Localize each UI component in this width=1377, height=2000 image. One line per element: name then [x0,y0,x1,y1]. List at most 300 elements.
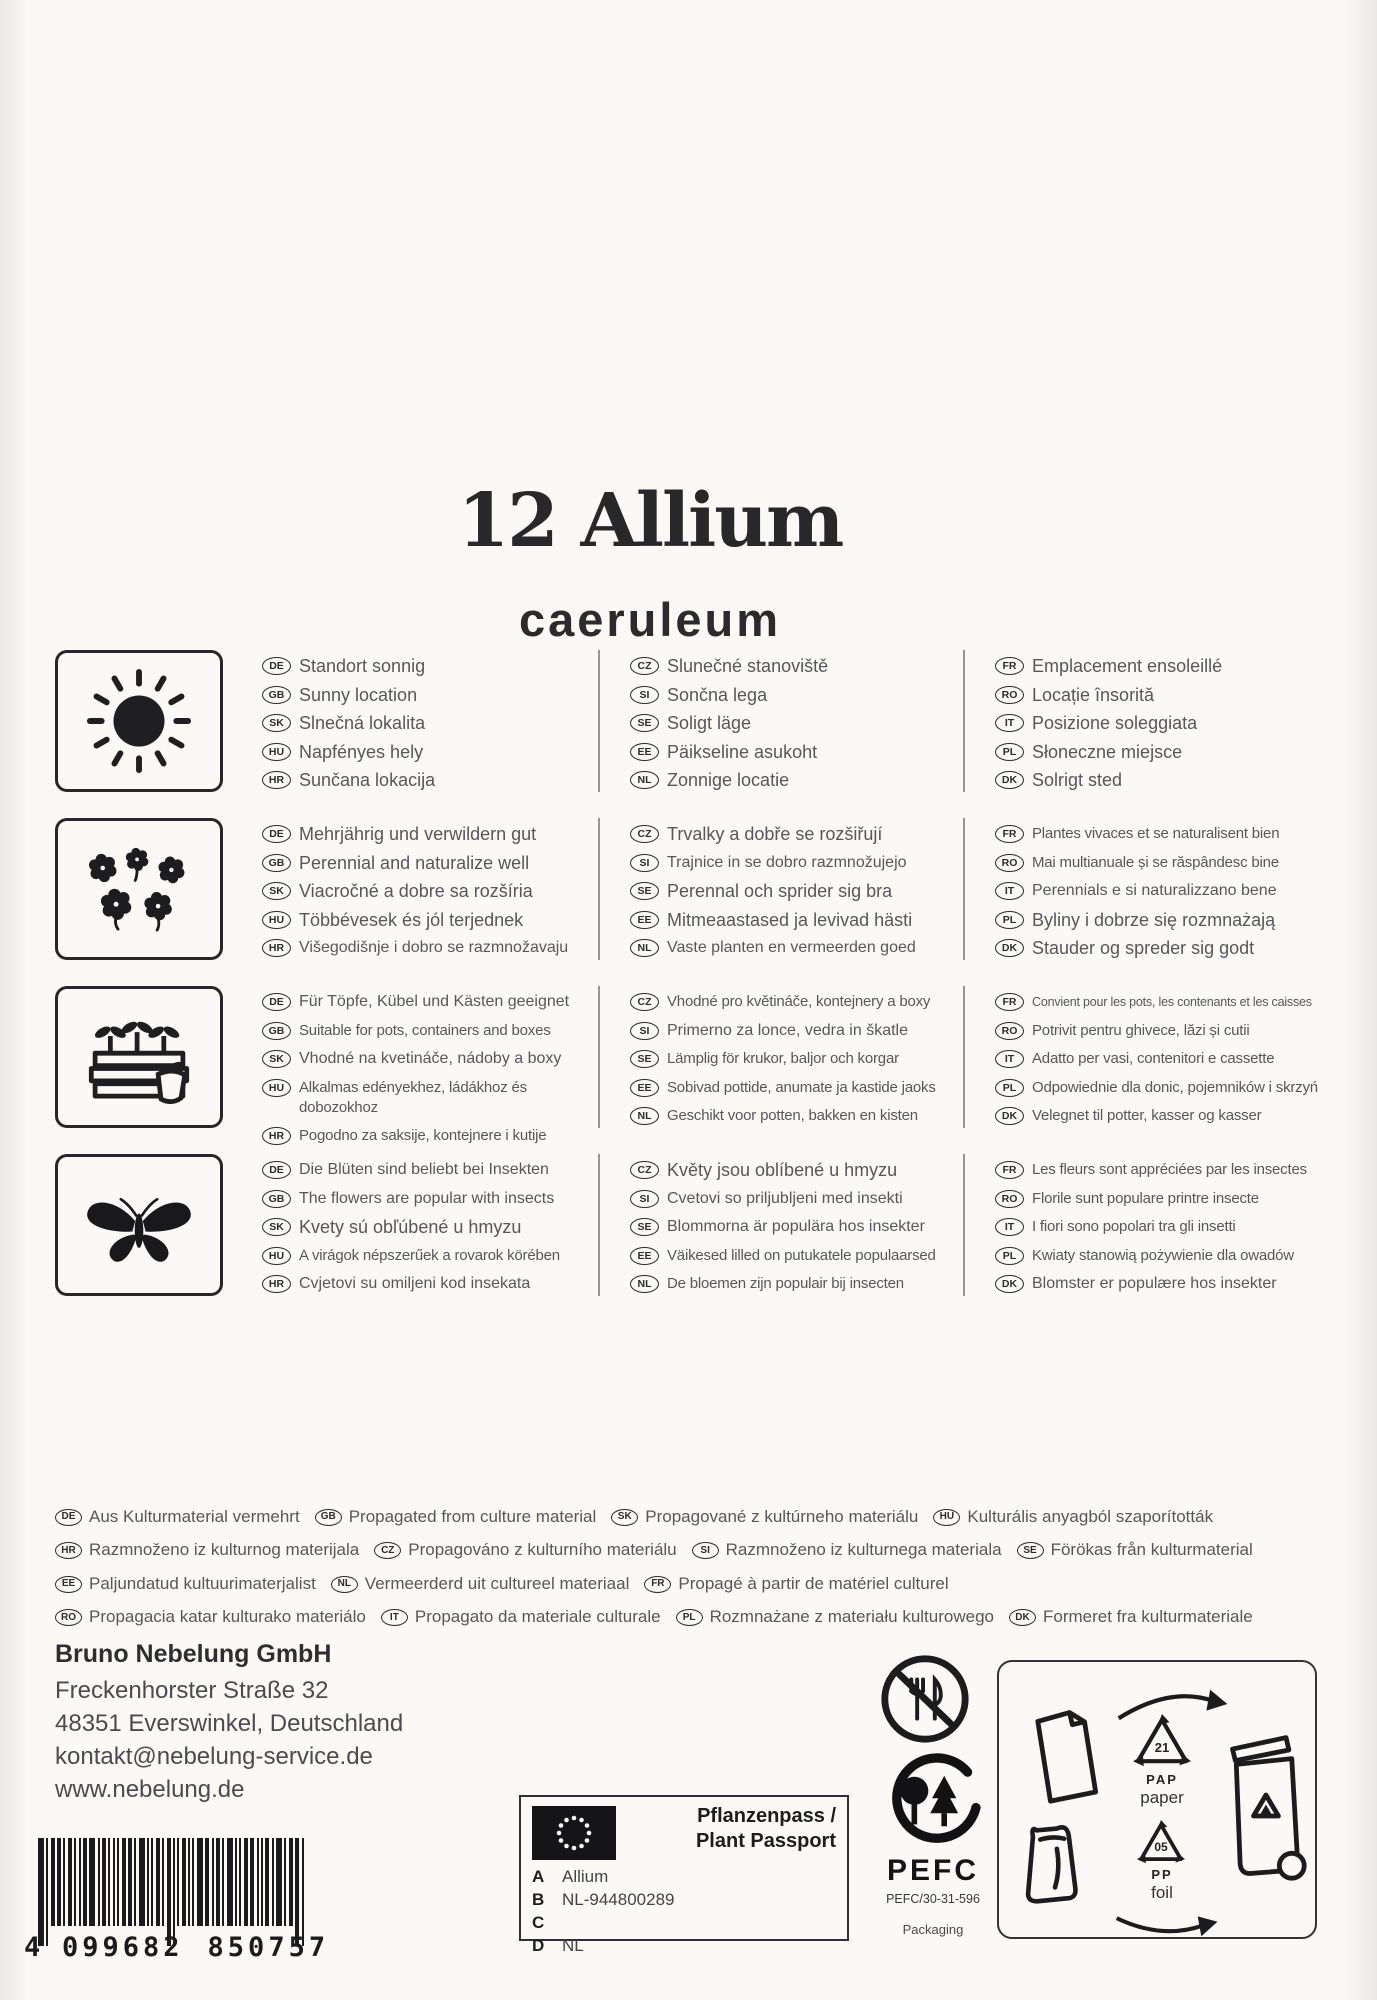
country-code-badge: PL [995,911,1024,929]
lang-line [262,992,598,1012]
lang-text: Mai multianuale și se răspândesc bine [1032,853,1279,871]
lang-column [223,818,598,960]
lang-line [995,685,1340,705]
lang-text: Cvetovi so priljubljeni med insekti [667,1189,903,1207]
country-code-badge: GB [262,686,291,704]
barcode-bar [122,1838,126,1926]
lang-column [223,986,598,1144]
recycling-panel [997,1660,1317,1939]
barcode-bar [272,1838,274,1926]
propagation-segment [692,1537,1002,1563]
country-code-badge: CZ [630,657,659,675]
plant-passport-row [532,1867,836,1890]
lang-text: Odpowiednie dla donic, pojemników i skrzyń [1032,1078,1318,1096]
propagation-segment [374,1537,676,1563]
lang-text: Solrigt sted [1032,770,1123,790]
country-code-badge: RO [995,1022,1024,1040]
lang-text: Geschikt voor potten, bakken en kisten [667,1107,918,1124]
country-code-badge: RO [995,1190,1024,1208]
lang-line [630,770,963,790]
country-code-badge: CZ [374,1542,401,1559]
barcode-bar [250,1838,254,1926]
lang-text: Perennials e si naturalizzano bene [1032,882,1277,899]
lang-text: Sobivad pottide, anumate ja kastide jaoks [667,1078,936,1096]
lang-line [995,1106,1340,1126]
lang-line [630,1078,963,1098]
propagation-segment [611,1504,918,1530]
barcode-bar [102,1838,106,1926]
lang-text: Slnečná lokalita [299,713,426,733]
barcode-bar [216,1838,220,1926]
propagation-text: Vermeerderd uit cultureel materiaal [364,1573,630,1593]
country-code-badge: CZ [630,1161,659,1179]
lang-line [995,1078,1340,1098]
plant-passport-row [532,1936,836,1959]
lang-line [262,1160,598,1180]
sun-icon-box [55,650,223,792]
country-code-badge: HU [933,1509,960,1526]
lang-column [223,1154,598,1296]
country-code-badge: NL [630,1107,659,1125]
country-code-badge: HU [262,911,291,929]
lang-line [995,938,1340,958]
barcode-bar [139,1838,145,1926]
lang-column [598,986,963,1128]
lang-text: Vhodné na kvetináče, nádoby a boxy [299,1050,562,1067]
barcode-bar [156,1838,160,1926]
lang-text: Convient pour les pots, les contenants et les caisses [1032,995,1312,1009]
propagation-text: Förökas från kulturmaterial [1050,1540,1253,1559]
country-code-badge: EE [630,1079,659,1097]
barcode-bar [244,1838,248,1926]
lang-line [630,910,963,930]
plant-passport-box [519,1795,849,1955]
country-code-badge: FR [995,825,1024,843]
country-code-badge: FR [995,657,1024,675]
info-row [55,818,1345,960]
lang-text: Standort sonnig [299,656,426,676]
pefc-license: PEFC/30-31-596 [886,1892,980,1906]
lang-column [963,986,1340,1128]
lang-line [995,1274,1340,1294]
lang-text: Plantes vivaces et se naturalisent bien [1032,825,1280,842]
butterfly-icon [76,1171,202,1279]
propagation-text: Propagované z kultúrneho materiálu [645,1506,919,1526]
country-code-badge: SI [692,1542,719,1559]
barcode-bar [182,1838,186,1926]
lang-text: Cvjetovi su omiljeni kod insekata [299,1275,531,1292]
propagation-segment [644,1571,948,1597]
plant-passport-title-line2: Plant Passport [695,1830,836,1852]
propagation-text: Razmnoženo iz kulturnog materijala [89,1540,360,1559]
country-code-badge: PL [995,743,1024,761]
pefc-logo-icon [877,1752,989,1852]
lang-text: Sončna lega [667,684,768,705]
country-code-badge: NL [630,771,659,789]
lang-line [262,770,598,790]
lang-line [262,1021,598,1041]
lang-line [995,992,1340,1012]
lang-line [262,1217,598,1237]
propagation-text: Rozmnażane z materiału kulturowego [709,1607,994,1626]
lang-line [995,770,1340,790]
propagation-segment [381,1604,661,1630]
lang-column [598,1154,963,1296]
country-code-badge: PL [676,1609,703,1626]
lang-text: Slunečné stanoviště [667,656,829,676]
flowers-icon-box [55,818,223,960]
lang-line [262,938,598,958]
barcode-bar [98,1838,100,1926]
company-block [55,1640,403,1806]
lang-text: Květy jsou oblíbené u hmyzu [667,1160,898,1180]
barcode-bar [51,1838,55,1926]
barcode-bar [295,1838,299,1946]
lang-line [630,656,963,676]
lang-line [262,1078,598,1118]
lang-text: Słoneczne miejsce [1032,741,1183,762]
pp-code: 05 [1154,1840,1168,1854]
lang-line [262,1189,598,1209]
plant-passport-key: D [532,1936,545,1955]
lang-line [262,910,598,930]
plant-passport-title-line1: Pflanzenpass / [697,1805,836,1827]
country-code-badge: SE [630,714,659,732]
propagation-segment [331,1571,630,1597]
lang-text: Sunny location [299,684,418,705]
lang-text: De bloemen zijn populair bij insecten [667,1275,904,1292]
barcode-bar [192,1838,194,1926]
country-code-badge: SE [630,1218,659,1236]
lang-text: Perennal och sprider sig bra [667,881,893,901]
country-code-badge: IT [995,714,1024,732]
barcode-bar [83,1838,87,1926]
lang-text: Posizione soleggiata [1032,713,1198,733]
page-title: 12 Allium [457,478,843,564]
lang-line [262,713,598,733]
country-code-badge: GB [262,854,291,872]
lang-text: Byliny i dobrze się rozmnażają [1032,909,1276,930]
barcode-bar [188,1838,190,1926]
country-code-badge: SE [1017,1542,1044,1559]
lang-column [963,818,1340,960]
lang-column [963,650,1340,792]
lang-line [262,1126,598,1146]
plant-passport-row [532,1913,836,1936]
barcode-bar [147,1838,149,1926]
lang-line [262,824,598,844]
propagation-segment [55,1604,366,1630]
country-code-badge: IT [995,1050,1024,1068]
barcode-bar [197,1838,203,1926]
country-code-badge: SI [630,1022,659,1040]
barcode-bar [63,1838,65,1926]
page-subtitle: caeruleum [518,593,782,646]
barcode-bar [117,1838,119,1926]
lang-text: Kvety sú obľúbené u hmyzu [299,1217,522,1237]
country-code-badge: FR [995,993,1024,1011]
lang-line [630,1106,963,1126]
flowers-icon [76,841,202,937]
barcode [24,1838,364,1988]
lang-line [995,1160,1340,1180]
lang-line [630,992,963,1012]
barcode-bar [167,1838,171,1946]
barcode-digits [24,1932,364,1963]
lang-text: Kwiaty stanowią pożywienie dla owadów [1032,1246,1294,1264]
barcode-bar [265,1838,269,1926]
pp-material: PP [1151,1867,1173,1882]
lang-line [995,824,1340,844]
propagation-line [55,1603,1345,1631]
propagation-segment [55,1504,300,1530]
lang-text: Velegnet til potter, kasser og kasser [1032,1107,1262,1124]
propagation-text: Propagato da materiale culturale [414,1607,661,1626]
propagation-segment [55,1537,359,1563]
country-code-badge: NL [331,1576,358,1593]
country-code-badge: SK [262,882,291,900]
lang-text: Suitable for pots, containers and boxes [299,1021,551,1039]
lang-line [995,1021,1340,1041]
barcode-bar [302,1838,304,1946]
barcode-bar [128,1838,132,1926]
lang-line [630,1274,963,1294]
barcode-bar [222,1838,224,1926]
lang-text: Perennial and naturalize well [299,852,530,873]
lang-text: Die Blüten sind beliebt bei Insekten [299,1161,549,1178]
propagation-text: Kulturális anyagból szaporították [967,1506,1214,1526]
plant-passport-key: A [532,1867,545,1886]
propagation-segment [55,1571,316,1597]
no-food-icon [876,1650,974,1748]
country-code-badge: EE [630,1247,659,1265]
propagation-text: Propagé à partir de matériel culturel [678,1573,949,1593]
propagation-text: Paljundatud kultuurimaterjalist [89,1573,316,1593]
propagation-text: Formeret fra kulturmateriale [1043,1607,1253,1626]
lang-column [223,650,598,792]
lang-line [995,656,1340,676]
plant-passport-key: B [532,1890,545,1909]
country-code-badge: SI [630,686,659,704]
barcode-digit-group-1: 099682 [62,1932,184,1963]
barcode-bar [134,1838,136,1926]
country-code-badge: DK [995,1275,1024,1293]
barcode-bar [284,1838,286,1926]
lang-line [630,685,963,705]
pp-name: foil [1151,1883,1173,1902]
lang-line [630,824,963,844]
propagation-text: Propagated from culture material [348,1506,597,1526]
barcode-bar [239,1838,241,1926]
country-code-badge: CZ [630,825,659,843]
lang-text: Napfényes hely [299,741,424,762]
barcode-bar [108,1838,110,1926]
country-code-badge: HR [262,771,291,789]
lang-line [262,742,598,762]
country-code-badge: SI [630,1190,659,1208]
butterfly-icon-box [55,1154,223,1296]
lang-text: Adatto per vasi, contenitori e cassette [1032,1050,1275,1067]
propagation-text: Propagováno z kulturního materiálu [408,1540,677,1559]
lang-text: Soligt läge [667,713,752,733]
lang-line [630,853,963,873]
lang-text: Mehrjährig und verwildern gut [299,824,537,844]
pap-code: 21 [1154,1740,1170,1755]
country-code-badge: RO [55,1609,82,1626]
lang-text: Alkalmas edényekhez, ládákhoz és dobozokhoz [299,1078,527,1116]
company-name: Bruno Nebelung GmbH [55,1640,332,1668]
paper-sheet-icon [1017,1700,1113,1814]
lang-line [262,1274,598,1294]
propagation-block [55,1502,1345,1636]
lang-line [630,1246,963,1266]
barcode-bar [261,1838,263,1926]
pefc-label: PEFC [886,1854,979,1887]
country-code-badge: FR [644,1576,671,1593]
barcode-bar [227,1838,233,1926]
lang-line [630,1217,963,1237]
lang-column [963,1154,1340,1296]
lang-text: Vaste planten en vermeerden goed [667,939,916,956]
country-code-badge: HU [262,1247,291,1265]
lang-text: Blomster er populære hos insekter [1032,1275,1277,1292]
lang-line [630,1160,963,1180]
country-code-badge: SK [262,1050,291,1068]
propagation-line [55,1502,1345,1530]
sun-icon [80,667,198,775]
country-code-badge: HR [262,1275,291,1293]
lang-text: Többévesek és jól terjednek [299,909,524,930]
foil-pouch-icon [1009,1812,1101,1915]
country-code-badge: SI [630,854,659,872]
lang-text: Višegodišnje i dobro se razmnožavaju [299,939,569,956]
lang-text: Zonnige locatie [667,770,790,790]
country-code-badge: PL [995,1079,1024,1097]
country-code-badge: SE [630,882,659,900]
lang-text: Vhodné pro květináče, kontejnery a boxy [667,993,931,1010]
lang-text: Mitmeaastased ja levivad hästi [667,909,913,930]
country-code-badge: EE [55,1576,82,1593]
lang-line [995,1049,1340,1069]
lang-text: Für Töpfe, Kübel und Kästen geeignet [299,993,570,1010]
country-code-badge: EE [630,911,659,929]
lang-line [262,685,598,705]
lang-line [630,881,963,901]
lang-text: Pogodno za saksije, kontejnere i kutije [299,1127,547,1144]
info-row [55,986,1345,1144]
lang-line [995,853,1340,873]
lang-line [630,1049,963,1069]
country-code-badge: HU [262,743,291,761]
lang-line [262,853,598,873]
lang-line [995,1217,1340,1237]
lang-text: Sunčana lokacija [299,770,436,790]
eu-flag-icon [532,1806,616,1860]
country-code-badge: PL [995,1247,1024,1265]
plant-passport-key: C [532,1913,545,1932]
barcode-bar [235,1838,237,1926]
lang-text: Lämplig för krukor, baljor och korgar [667,1050,899,1067]
lang-line [630,713,963,733]
lang-line [995,881,1340,901]
barcode-bar [38,1838,44,1946]
barcode-bar [173,1838,175,1946]
plant-passport-value: NL-944800289 [562,1890,675,1909]
propagation-segment [676,1604,994,1630]
country-code-badge: GB [262,1022,291,1040]
recycle-arrow-bottom-icon [1109,1902,1227,1947]
lang-line [262,656,598,676]
plant-passport-value: Allium [562,1867,609,1886]
barcode-digit-group-2: 850757 [207,1932,330,1963]
country-code-badge: GB [262,1190,291,1208]
country-code-badge: EE [630,743,659,761]
lang-line [630,1021,963,1041]
barcode-bar [205,1838,209,1926]
plant-passport-row [532,1890,836,1913]
country-code-badge: HR [262,939,291,957]
country-code-badge: DE [55,1509,82,1526]
plant-passport-title [696,1804,836,1854]
barcode-bar [46,1838,48,1946]
country-code-badge: SK [262,714,291,732]
info-row [55,1154,1345,1296]
lang-text: The flowers are popular with insects [299,1189,555,1207]
barcode-bar [257,1838,259,1926]
country-code-badge: SK [611,1509,638,1526]
lang-text: Les fleurs sont appréciées par les insectes [1032,1161,1307,1178]
propagation-segment [1017,1537,1253,1563]
propagation-text: Aus Kulturmaterial vermehrt [89,1506,300,1526]
country-code-badge: DK [995,1107,1024,1125]
info-rows [55,650,1345,1322]
lang-line [630,742,963,762]
lang-text: Florile sunt populare printre insecte [1032,1189,1259,1207]
lang-line [995,742,1340,762]
country-code-badge: DK [1009,1609,1036,1626]
country-code-badge: DK [995,939,1024,957]
pap-material: PAP [1146,1772,1178,1787]
lang-text: Emplacement ensoleillé [1032,656,1223,676]
barcode-bar [212,1838,214,1926]
barcode-bar [289,1838,293,1926]
barcode-bar [177,1838,179,1926]
lang-text: Blommorna är populära hos insekter [667,1218,925,1235]
country-code-badge: DE [262,825,291,843]
barcode-bar [276,1838,282,1926]
pap-name: paper [1140,1788,1184,1807]
propagation-segment [315,1504,597,1530]
barcode-bar [68,1838,72,1926]
info-row [55,650,1345,792]
lang-text: Päikseline asukoht [667,741,818,762]
planter-box-icon [76,1003,202,1111]
lang-line [630,1189,963,1209]
company-line: www.nebelung.de [55,1776,245,1803]
lang-line [262,1049,598,1069]
country-code-badge: HR [55,1542,82,1559]
propagation-segment [933,1504,1213,1530]
country-code-badge: FR [995,1161,1024,1179]
country-code-badge: CZ [630,993,659,1011]
country-code-badge: RO [995,686,1024,704]
barcode-digit-left: 4 [24,1932,41,1963]
country-code-badge: NL [630,1275,659,1293]
company-line: Freckenhorster Straße 32 [55,1677,329,1704]
country-code-badge: IT [381,1609,408,1626]
barcode-bar [151,1838,153,1926]
lang-text: A virágok népszerűek a rovarok körében [299,1246,560,1264]
